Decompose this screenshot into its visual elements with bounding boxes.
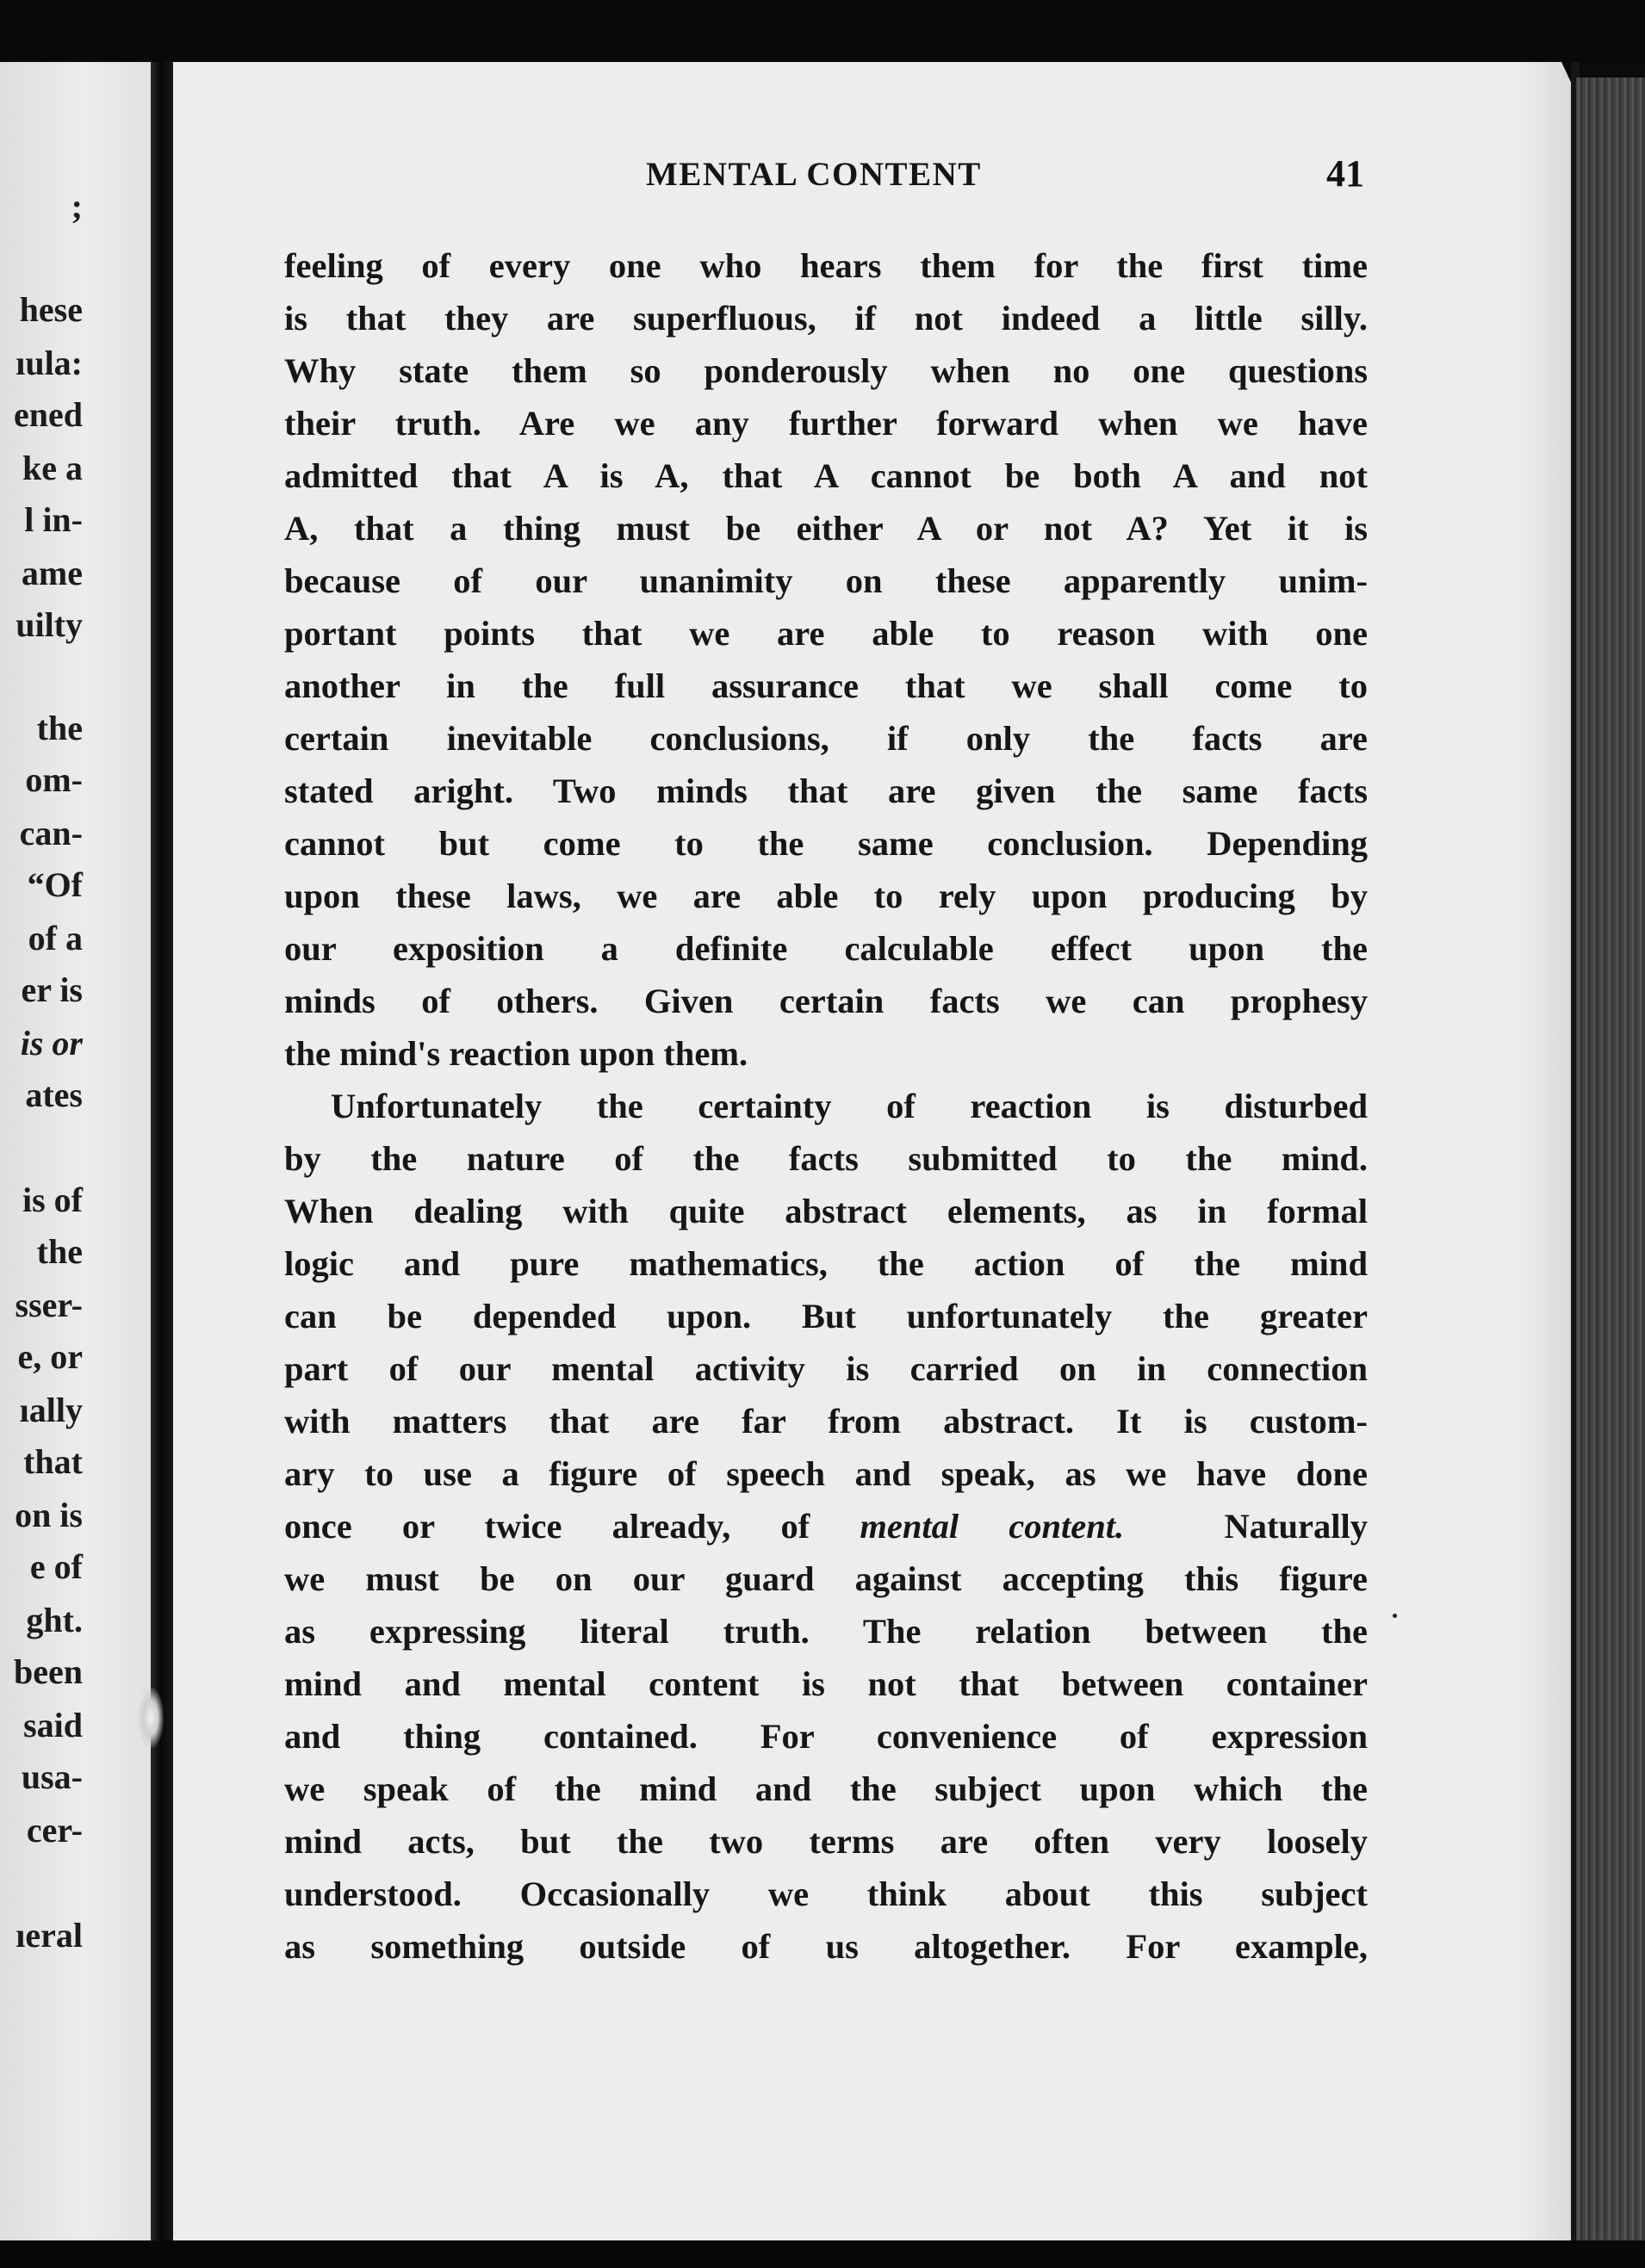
left-fragment: the <box>36 709 83 747</box>
left-fragment: is of <box>22 1180 83 1219</box>
text-line: part of our mental activity is carried on in connection <box>284 1349 1368 1388</box>
page-number: 41 <box>1326 152 1364 195</box>
text-line: as something outside of us altogether. For example, <box>284 1927 1368 1966</box>
text-line: is that they are superfluous, if not indeed a little silly. <box>284 299 1368 338</box>
left-fragment: ame <box>21 554 83 592</box>
left-fragment: l in- <box>24 500 83 539</box>
text-line: logic and pure mathematics, the action of the mind <box>284 1244 1368 1283</box>
text-line: we speak of the mind and the subject upon which the <box>284 1769 1368 1808</box>
text-line: upon these laws, we are able to rely upon producing by <box>284 877 1368 915</box>
text-line: our exposition a definite calculable effect upon the <box>284 929 1368 968</box>
previous-page-edge <box>0 62 151 2240</box>
left-fragment: ıeral <box>16 1916 83 1955</box>
italic-phrase: mental content. <box>860 1507 1125 1546</box>
text-line <box>284 1507 1368 1546</box>
left-fragment: er is <box>21 970 83 1009</box>
text-line: When dealing with quite abstract elements, as in formal <box>284 1192 1368 1230</box>
left-fragment: hese <box>19 290 83 329</box>
left-fragment: om- <box>25 760 83 799</box>
text-line: mind and mental content is not that between container <box>284 1664 1368 1703</box>
text-line: because of our unanimity on these apparently unim- <box>284 561 1368 600</box>
left-fragment: sser- <box>15 1286 83 1324</box>
scanner-top-shadow <box>0 0 1645 62</box>
text-line: Unfortunately the certainty of reaction is disturbed <box>331 1087 1368 1125</box>
text-line: with matters that are far from abstract. It is custom- <box>284 1402 1368 1441</box>
text-line: stated aright. Two minds that are given the same facts <box>284 771 1368 810</box>
text-line: another in the full assurance that we shall come to <box>284 666 1368 705</box>
left-fragment: been <box>14 1652 83 1691</box>
left-fragment: e, or <box>17 1337 83 1376</box>
left-fragment: ates <box>25 1075 83 1114</box>
text-line: as expressing literal truth. The relation between the <box>284 1612 1368 1651</box>
left-fragment: that <box>23 1442 83 1481</box>
left-fragment: ke a <box>22 449 83 487</box>
text-line: cannot but come to the same conclusion. Depending <box>284 824 1368 863</box>
left-fragment: can- <box>19 814 83 852</box>
text-run: once or twice already, of <box>284 1507 860 1546</box>
text-line: certain inevitable conclusions, if only the facts are <box>284 719 1368 758</box>
left-fragment: the <box>36 1232 83 1271</box>
text-line: ary to use a figure of speech and speak, as we have done <box>284 1454 1368 1493</box>
scanner-bottom-shadow <box>0 2240 1645 2268</box>
left-fragment: of a <box>28 919 83 957</box>
left-fragment: ıally <box>19 1391 83 1429</box>
left-fragment: ght. <box>26 1601 83 1639</box>
running-head: MENTAL CONTENT <box>646 156 982 193</box>
text-line: portant points that we are able to reason with one <box>284 614 1368 653</box>
gutter-paper-fray <box>138 1688 164 1748</box>
left-fragment: “Of <box>27 865 83 904</box>
text-line: A, that a thing must be either A or not A? Yet it is <box>284 509 1368 548</box>
left-fragment: ened <box>14 395 83 434</box>
left-fragment: ; <box>71 187 83 226</box>
left-fragment: cer- <box>26 1811 83 1850</box>
text-line: admitted that A is A, that A cannot be both A and not <box>284 456 1368 495</box>
book-gutter <box>151 62 173 2240</box>
left-fragment: on is <box>15 1496 83 1534</box>
paper-speck <box>1393 1614 1397 1618</box>
text-line: we must be on our guard against accepting this figure <box>284 1559 1368 1598</box>
left-fragment: said <box>23 1706 83 1744</box>
text-line: feeling of every one who hears them for the first time <box>284 246 1368 285</box>
left-fragment: e of <box>29 1547 83 1586</box>
text-line: the mind's reaction upon them. <box>284 1034 748 1073</box>
left-fragment: is or <box>20 1024 83 1063</box>
left-fragment: uilty <box>16 605 83 644</box>
text-line: understood. Occasionally we think about this subject <box>284 1875 1368 1913</box>
text-run: Naturally <box>1124 1507 1368 1546</box>
text-line: Why state them so ponderously when no one questions <box>284 351 1368 390</box>
left-fragment: usa- <box>21 1757 83 1796</box>
text-line: minds of others. Given certain facts we can prophesy <box>284 982 1368 1020</box>
text-line: and thing contained. For convenience of expression <box>284 1717 1368 1756</box>
text-line: their truth. Are we any further forward when we have <box>284 404 1368 443</box>
left-fragment: ıula: <box>16 344 83 382</box>
text-line: by the nature of the facts submitted to the mind. <box>284 1139 1368 1178</box>
text-line: mind acts, but the two terms are often very loosely <box>284 1822 1368 1861</box>
text-line: can be depended upon. But unfortunately the greater <box>284 1297 1368 1335</box>
book-edge-texture <box>1576 77 1645 2247</box>
page-edge-shade <box>1516 62 1571 2240</box>
